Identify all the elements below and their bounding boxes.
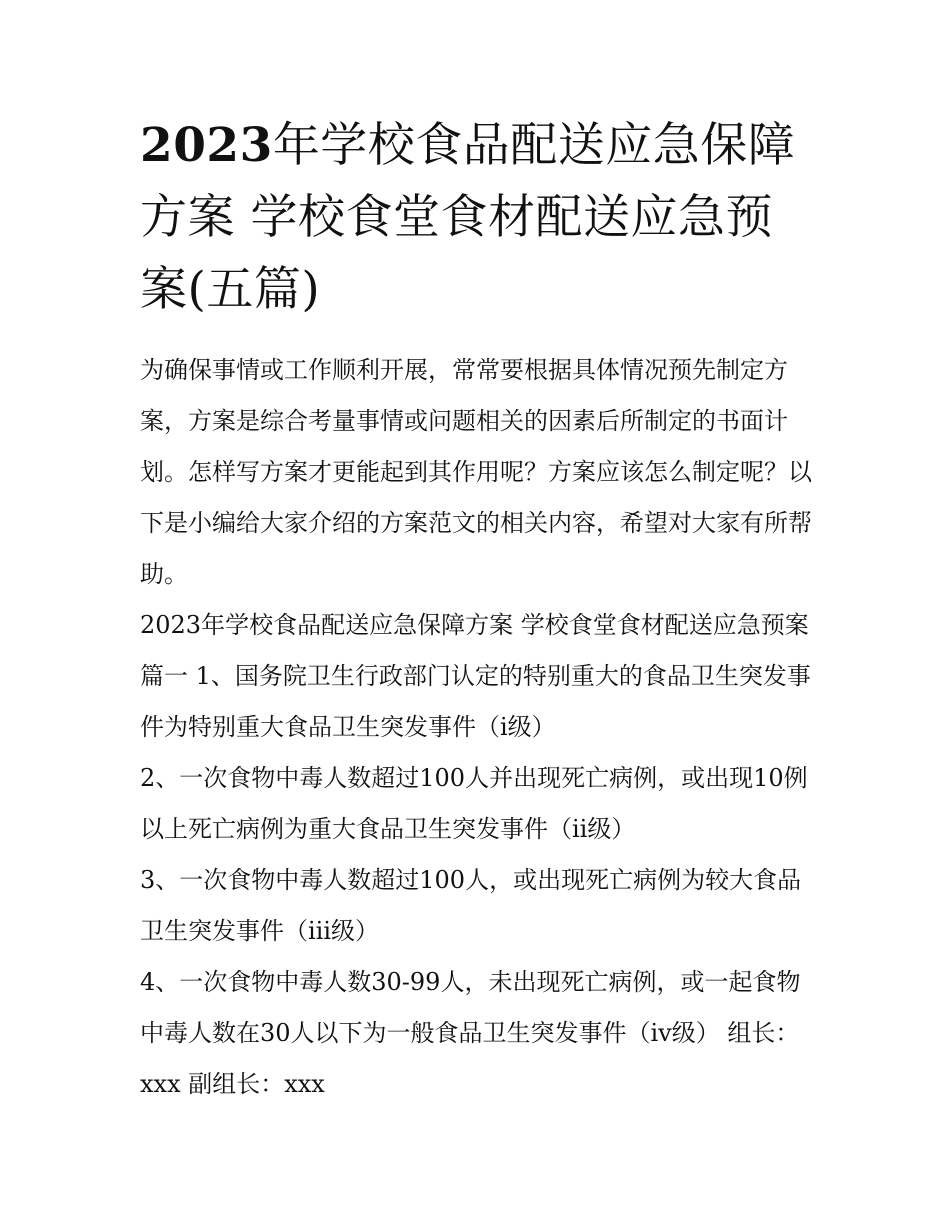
level-three-paragraph: 3、一次食物中毒人数超过100人，或出现死亡病例为较大食品卫生突发事件（ⅲ级）	[140, 866, 802, 945]
document-page	[140, 110, 812, 1110]
document-body	[140, 345, 812, 1110]
level-two-paragraph: 2、一次食物中毒人数超过100人并出现死亡病例，或出现10例以上死亡病例为重大食品卫生突发事件（ⅱ级）	[140, 764, 808, 843]
document-title	[140, 110, 812, 326]
title-year: 2023	[140, 118, 273, 173]
intro-paragraph: 为确保事情或工作顺利开展，常常要根据具体情况预先制定方案，方案是综合考量事情或问题相关的因素后所制定的书面计划。怎样写方案才更能起到其作用呢？方案应该怎么制定呢？以下是小编给大家介绍的方案范文的相关内容，希望对大家有所帮助。	[140, 356, 812, 588]
section-one-paragraph: 2023年学校食品配送应急保障方案 学校食堂食材配送应急预案篇一 1、国务院卫生行政部门认定的特别重大的食品卫生突发事件为特别重大食品卫生突发事件（ⅰ级）	[140, 611, 811, 741]
level-four-paragraph: 4、一次食物中毒人数30-99人，未出现死亡病例，或一起食物中毒人数在30人以下为一般食品卫生突发事件（ⅳ级） 组长：xxx 副组长：xxx	[140, 968, 801, 1098]
title-text: 年学校食品配送应急保障方案 学校食堂食材配送应急预案(五篇)	[140, 118, 796, 317]
